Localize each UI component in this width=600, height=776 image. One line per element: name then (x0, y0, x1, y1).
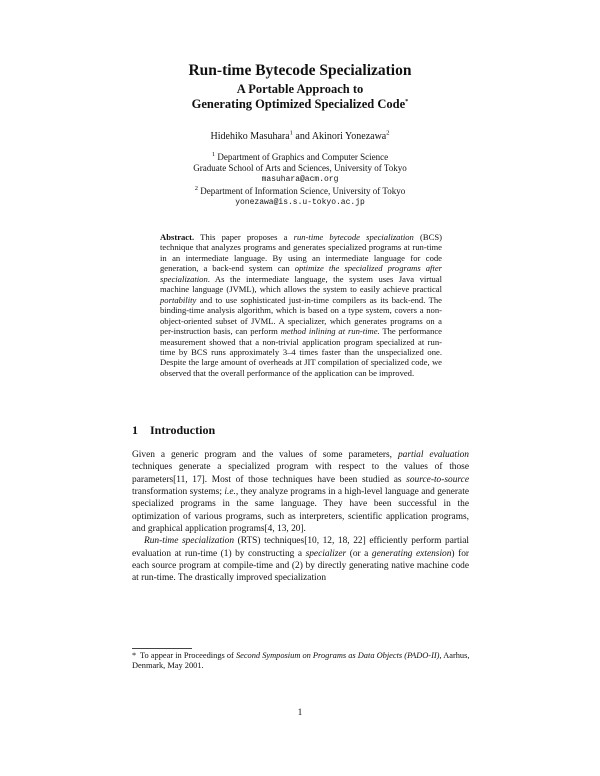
para-text: , they analyze programs in a high-level language and generate specialized programs in the same language. They have been successful in the optimization of various programs, such as interpreters, scientific application programs, and graphical application programs[4, 13, 20]. (132, 487, 469, 535)
abstract-text: and to use sophisticated just-in-time compilers as its back-end. The binding-time analysis algorithm, which is based on a type system, covers a non-object-oriented subset of JVML. A specializer, which generates programs on a per-instruction basis, can perform (160, 294, 442, 337)
abstract-text: This paper proposes a (200, 232, 294, 242)
subtitle-line-2-text: Generating Optimized Specialized Code (191, 96, 406, 111)
author-2: Akinori Yonezawa (311, 131, 387, 142)
para-text: ) for each source program at compile-time and (2) by directly generating native machine code at run-time. The drastically improved specialization (132, 548, 469, 584)
author-1-mark: 1 (289, 129, 293, 137)
abstract-text: (BCS) technique that analyzes programs and generates specialized programs at run-time in an intermediate language. By using an intermediate language for code generation, a back-end system can (160, 232, 443, 274)
affiliation-1-email: masuhara@acm.org (261, 175, 339, 185)
section-number: 1 (132, 423, 138, 437)
footnote-mark: * (132, 651, 137, 660)
section-heading (132, 423, 215, 437)
para-emph: i.e. (224, 487, 236, 498)
subtitle-line-2 (0, 97, 600, 112)
abstract-emph: method inlining at run-time (280, 326, 378, 337)
abstract-emph: run-time bytecode specialization (293, 232, 414, 242)
para-text: Given a generic program and the values of some parameters, (132, 450, 398, 460)
author-1: Hidehiko Masuhara (210, 131, 290, 142)
abstract-emph: optimize the specialized programs after specialization (160, 263, 442, 284)
footnote-rule (132, 648, 192, 649)
para-emph: partial evaluation (397, 450, 469, 460)
abstract-text: . As the intermediate language, the system uses Java virtual machine language (JVML), which allows the system to easily achieve practical (160, 273, 442, 295)
section-title: Introduction (150, 423, 216, 437)
affiliations (0, 152, 600, 208)
affiliation-1-line-2: Graduate School of Arts and Sciences, University of Tokyo (193, 163, 407, 174)
author-list (0, 131, 600, 143)
paragraph-1 (132, 449, 469, 535)
affiliation-1-dept: Department of Graphics and Computer Science (217, 152, 389, 162)
para-emph: Run-time specialization (144, 536, 235, 547)
para-text: transformation systems; (132, 487, 225, 498)
abstract (160, 232, 442, 378)
affiliation-2-line-1 (0, 186, 600, 197)
paper-title: Run-time Bytecode Specialization (188, 62, 412, 79)
para-emph: generating extension (371, 548, 452, 559)
author-2-mark: 2 (386, 129, 390, 137)
author-conjunction: and (295, 131, 310, 142)
subtitle-footnote-mark: * (405, 97, 409, 105)
affiliation-1-mark: 1 (211, 151, 216, 158)
affiliation-2-dept: Department of Information Science, University of Tokyo (200, 185, 406, 196)
para-text: techniques generate a specialized program with respect to the values of those parameters[11, 17]. Most of those techniques have been studied as (132, 462, 469, 485)
footnote-emph: Second Symposium on Programs as Data Objects (PADO-II) (235, 651, 440, 660)
page-number: 1 (297, 708, 303, 718)
affiliation-2-email: yonezawa@is.s.u-tokyo.ac.jp (235, 197, 365, 207)
affiliation-2-mark: 2 (194, 184, 199, 192)
footnote-text: , Aarhus, Denmark, May 2001. (132, 651, 470, 671)
paper-subtitle (0, 82, 600, 111)
subtitle-line-1: A Portable Approach to (236, 82, 364, 96)
abstract-text: . The performance measurement showed that a non-trivial application program specialized at run-time by BCS runs approximately 3–4 times faster than the unspecialized one. Despite the large amount of overheads at JIT compilation of specialized code, we observed that the overall performance of the application can be improved. (160, 326, 442, 378)
affiliation-1-line-1 (0, 152, 600, 163)
abstract-label: Abstract. (160, 232, 195, 242)
paragraph-2 (132, 535, 469, 584)
para-emph: source-to-source (406, 474, 469, 485)
para-text: (or a (346, 548, 372, 559)
footnote-text: To appear in Proceedings of (140, 651, 236, 660)
abstract-emph: portability (160, 294, 197, 305)
para-emph: specializer (305, 548, 347, 559)
section-body (132, 449, 469, 585)
footnote (132, 651, 472, 671)
para-text: (RTS) techniques[10, 12, 18, 22] efficiently perform partial evaluation at run-time (1) by constructing a (132, 536, 469, 559)
